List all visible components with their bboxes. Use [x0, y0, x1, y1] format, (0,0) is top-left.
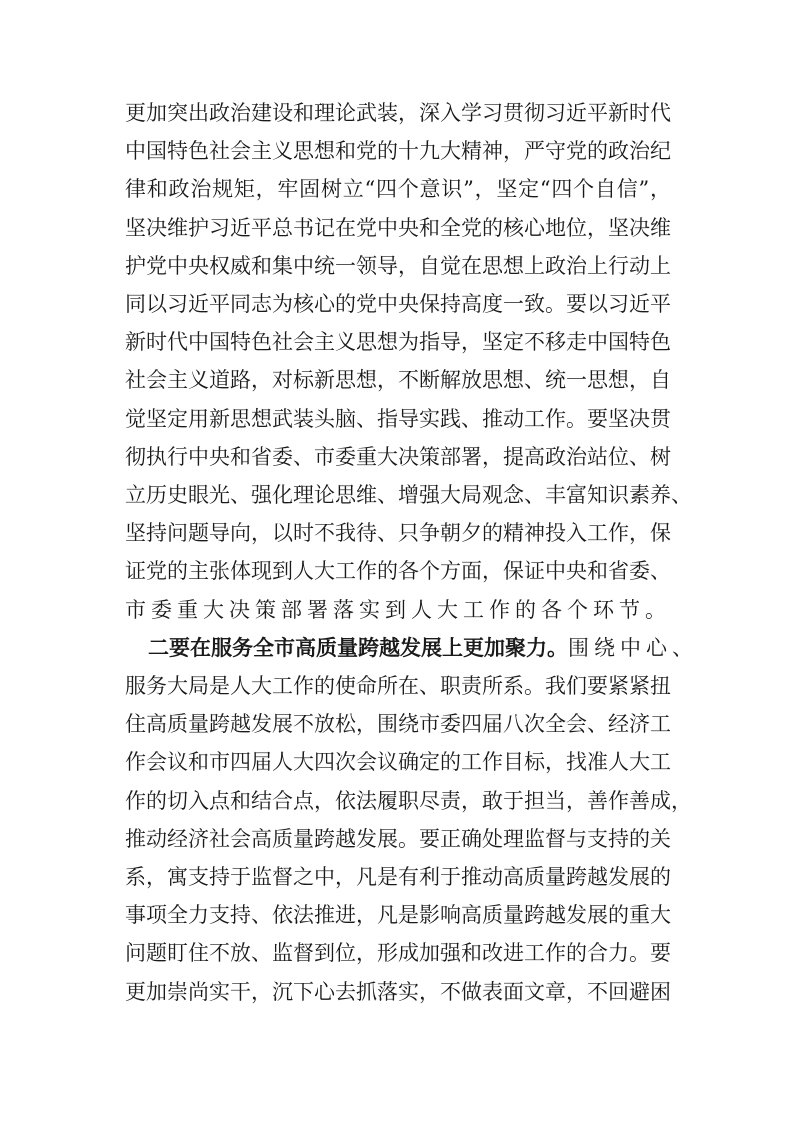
text-line: 立历史眼光、强化理论思维、增强大局观念、丰富知识素养、: [125, 483, 692, 507]
text-line: 事项全力支持、依法推进，凡是影响高质量跨越发展的重大: [125, 903, 671, 928]
text-line: 坚决维护习近平总书记在党中央和全党的核心地位，坚决维: [125, 215, 671, 240]
text-line: 住高质量跨越发展不放松，围绕市委四届八次全会、经济工: [125, 712, 671, 737]
text-line: 新时代中国特色社会主义思想为指导，坚定不移走中国特色: [125, 330, 671, 355]
text-line: 护党中央权威和集中统一领导，自觉在思想上政治上行动上: [125, 253, 671, 278]
text-line: 坚持问题导向，以时不我待、只争朝夕的精神投入工作，保: [125, 521, 671, 546]
text-line: 律和政治规矩，牢固树立“四个意识”，坚定“四个自信”，: [125, 177, 671, 202]
text-line: 问题盯住不放、监督到位，形成加强和改进工作的合力。要: [125, 941, 671, 966]
text-line: 证党的主张体现到人大工作的各个方面，保证中央和省委、: [125, 559, 671, 584]
text-line: 服务大局是人大工作的使命所在、职责所系。我们要紧紧扭: [125, 674, 671, 698]
text-line: 更加突出政治建设和理论武装，深入学习贯彻习近平新时代: [125, 101, 671, 125]
text-line: 推动经济社会高质量跨越发展。要正确处理监督与支持的关: [125, 826, 671, 851]
text-line: 作会议和市四届人大四次会议确定的工作目标，找准人大工: [125, 750, 671, 775]
section-heading: 二要在服务全市高质量跨越发展上更加聚力。: [148, 635, 568, 660]
text-line: 觉坚定用新思想武装头脑、指导实践、推动工作。要坚决贯: [125, 406, 671, 431]
text-line: 社会主义道路，对标新思想，不断解放思想、统一思想，自: [125, 368, 671, 393]
text-line: 彻执行中央和省委、市委重大决策部署，提高政治站位、树: [125, 444, 671, 469]
text-line: 市委重大决策部署落实到人大工作的各个环节。: [125, 597, 671, 622]
text-line: 同以习近平同志为核心的党中央保持高度一致。要以习近平: [125, 292, 671, 316]
text-line: 更加崇尚实干，沉下心去抓落实，不做表面文章，不回避困: [125, 979, 671, 1004]
paragraph-2-first-line: [148, 633, 698, 663]
text-line: 作的切入点和结合点，依法履职尽责，敢于担当，善作善成，: [125, 788, 692, 813]
text-line: 中国特色社会主义思想和党的十九大精神，严守党的政治纪: [125, 139, 671, 164]
text-line: 系，寓支持于监督之中，凡是有利于推动高质量跨越发展的: [125, 865, 671, 889]
paragraph-text: 围绕中心、: [568, 635, 698, 660]
